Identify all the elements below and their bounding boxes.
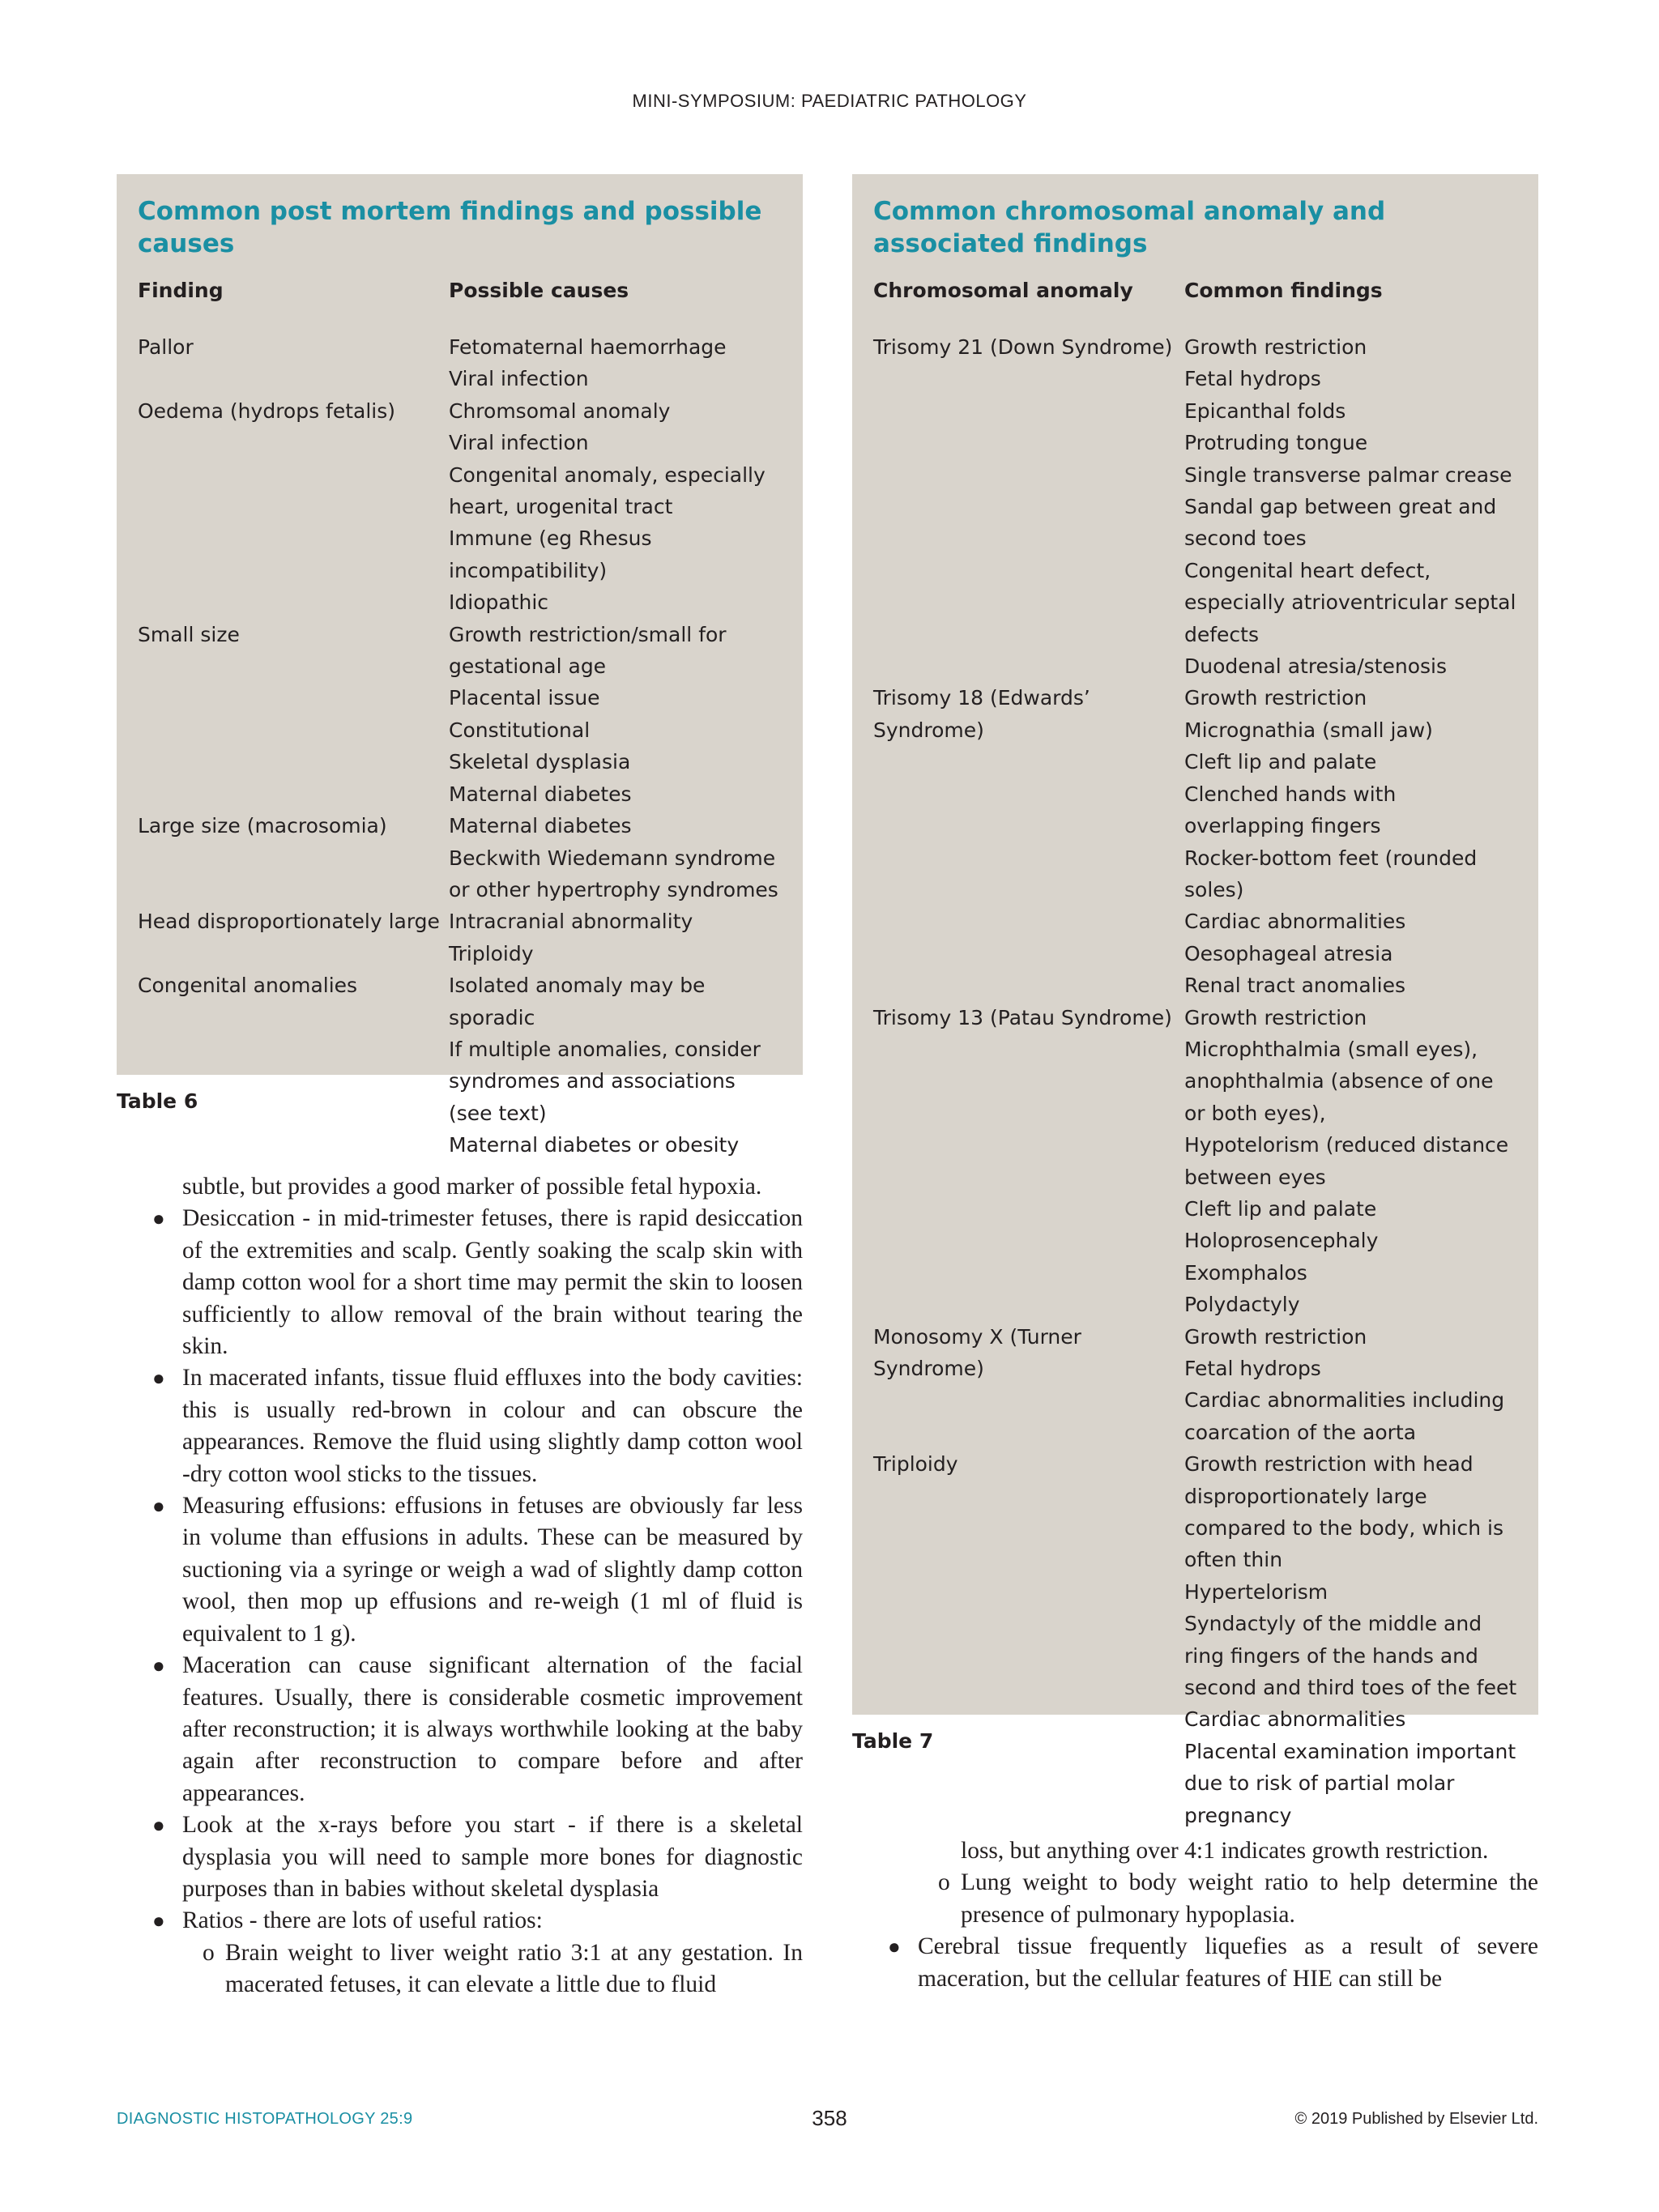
table6-cell-item: Immune (eg Rhesus incompatibility) bbox=[449, 526, 652, 582]
table7-cell-item: Rocker-bottom feet (rounded soles) bbox=[1184, 846, 1478, 901]
bullet-text: Look at the x-rays before you start - if there is a skeletal dysplasia you will need to sample more bones for diagnostic purposes than in babies without skeletal dysplasia bbox=[182, 1812, 803, 1902]
bullet-item bbox=[117, 1809, 803, 1905]
sub-bullet-icon: o bbox=[938, 1869, 950, 1896]
table7-cell-item: Cardiac abnormalities including coarcation of the aorta bbox=[1184, 1388, 1505, 1444]
sub-bullet-item bbox=[117, 1937, 803, 2001]
table7-cell-item: Fetal hydrops bbox=[1184, 367, 1321, 391]
table7-row-values bbox=[1184, 331, 1517, 682]
table6-cell-item: Intracranial abnormality bbox=[449, 910, 693, 934]
table-6-title: Common post mortem findings and possible causes bbox=[138, 197, 762, 258]
table-7-body bbox=[873, 331, 1517, 1831]
table-6 bbox=[138, 275, 782, 1161]
table7-row-values bbox=[1184, 682, 1517, 1001]
table6-row-label: Pallor bbox=[138, 335, 194, 359]
table6-row-label: Large size (macrosomia) bbox=[138, 814, 387, 838]
table6-cell-item: Fetomaternal haemorrhage bbox=[449, 335, 727, 359]
table7-cell-item: Exomphalos bbox=[1184, 1260, 1307, 1285]
table7-cell-item: Congenital heart defect, especially atrioventricular septal defects bbox=[1184, 558, 1516, 646]
table6-row-label: Head disproportionately large bbox=[138, 910, 440, 934]
table6-cell-item: Constitutional bbox=[449, 718, 591, 742]
table7-cell-item: Renal tract anomalies bbox=[1184, 974, 1406, 998]
table6-row-label: Small size bbox=[138, 622, 240, 646]
table6-cell-item: Maternal diabetes bbox=[449, 782, 632, 806]
table7-cell-item: Micrognathia (small jaw) bbox=[1184, 718, 1433, 742]
table-6-header-finding: Finding bbox=[138, 279, 224, 302]
footer-copyright: © 2019 Published by Elsevier Ltd. bbox=[1294, 2110, 1538, 2128]
table7-row-values bbox=[1184, 1448, 1517, 1831]
table-6-caption: Table 6 bbox=[117, 1089, 198, 1113]
table-row bbox=[138, 970, 782, 1161]
sub-bullet-text: Lung weight to body weight ratio to help determine the presence of pulmonary hypoplasia. bbox=[961, 1869, 1538, 1928]
table7-cell-item: Polydactyly bbox=[1184, 1293, 1300, 1317]
table-row bbox=[138, 619, 782, 810]
table6-row-values bbox=[449, 395, 782, 619]
table7-cell-item: Placental examination important due to risk of partial molar pregnancy bbox=[1184, 1739, 1516, 1827]
bullet-icon: ● bbox=[152, 1654, 165, 1678]
footer-journal: DIAGNOSTIC HISTOPATHOLOGY 25:9 bbox=[117, 2110, 413, 2128]
bullet-text: Desiccation - in mid-trimester fetuses, there is rapid desiccation of the extremities and scalp. Gently soaking the scalp skin with damp cotton wool for a short time may permit the skin to loosen sufficiently to allow removal of the brain without tearing the skin. bbox=[182, 1205, 803, 1360]
table6-cell-item: Growth restriction/small for gestational age bbox=[449, 622, 727, 679]
table6-cell-item: Placental issue bbox=[449, 686, 600, 710]
table-row bbox=[138, 395, 782, 619]
table6-cell-item: Isolated anomaly may be sporadic bbox=[449, 974, 706, 1029]
table-6-header-causes: Possible causes bbox=[449, 279, 629, 302]
table7-cell-item: Sandal gap between great and second toes bbox=[1184, 495, 1497, 551]
table6-cell-item: Idiopathic bbox=[449, 590, 549, 615]
table6-row-values bbox=[449, 331, 782, 395]
table6-row-values bbox=[449, 906, 782, 970]
table7-cell-item: Growth restriction bbox=[1184, 1324, 1367, 1349]
left-body-text bbox=[117, 1171, 803, 2001]
table6-cell-item: Congenital anomaly, especially heart, urogenital tract bbox=[449, 462, 766, 519]
table-row bbox=[873, 1002, 1517, 1321]
table7-row-label: Trisomy 13 (Patau Syndrome) bbox=[873, 1005, 1172, 1029]
table7-cell-item: Growth restriction with head disproportionately large compared to the body, which is often thin bbox=[1184, 1452, 1503, 1572]
table7-row-label: Trisomy 21 (Down Syndrome) bbox=[873, 335, 1173, 359]
bullet-item bbox=[117, 1362, 803, 1490]
bullet-item bbox=[117, 1203, 803, 1362]
table7-cell-item: Oesophageal atresia bbox=[1184, 941, 1393, 965]
bullet-text: In macerated infants, tissue fluid effluxes into the body cavities: this is usually red-brown in colour and can obscure the appearances. Remove the fluid using slightly damp cotton wool -dry cotton wool sticks to the tissues. bbox=[182, 1365, 803, 1487]
table6-row-label: Oedema (hydrops fetalis) bbox=[138, 399, 396, 423]
right-body-text bbox=[852, 1835, 1538, 1995]
bullet-icon: ● bbox=[888, 1935, 901, 1959]
table7-row-label: Monosomy X (Turner Syndrome) bbox=[873, 1324, 1081, 1380]
table6-cell-item: Chromsomal anomaly bbox=[449, 399, 671, 423]
table7-cell-item: Cleft lip and palate bbox=[1184, 750, 1377, 774]
table6-cell-item: Viral infection bbox=[449, 431, 589, 455]
table-row bbox=[873, 682, 1517, 1001]
table7-cell-item: Growth restriction bbox=[1184, 686, 1367, 710]
paragraph-continuation: subtle, but provides a good marker of possible fetal hypoxia. bbox=[182, 1174, 762, 1200]
table6-row-label: Congenital anomalies bbox=[138, 974, 358, 998]
table7-row-values bbox=[1184, 1321, 1517, 1449]
bullet-item bbox=[117, 1650, 803, 1809]
table-row bbox=[873, 1448, 1517, 1831]
table6-row-values bbox=[449, 970, 782, 1161]
table-7-title: Common chromosomal anomaly and associated findings bbox=[873, 197, 1386, 258]
table6-cell-item: Viral infection bbox=[449, 367, 589, 391]
table-6-body bbox=[138, 331, 782, 1161]
table6-cell-item: If multiple anomalies, consider syndromes and associations (see text) bbox=[449, 1037, 761, 1125]
table7-cell-item: Growth restriction bbox=[1184, 1005, 1367, 1029]
table7-cell-item: Protruding tongue bbox=[1184, 431, 1368, 455]
paragraph-continuation: loss, but anything over 4:1 indicates growth restriction. bbox=[961, 1838, 1489, 1864]
table6-cell-item: Skeletal dysplasia bbox=[449, 750, 631, 774]
table6-cell-item: Beckwith Wiedemann syndrome or other hypertrophy syndromes bbox=[449, 846, 778, 901]
table7-row-values bbox=[1184, 1002, 1517, 1321]
table7-row-label: Trisomy 18 (Edwards’ Syndrome) bbox=[873, 686, 1090, 742]
sub-bullet-icon: o bbox=[203, 1939, 215, 1966]
bullet-item bbox=[852, 1931, 1538, 1995]
table7-row-label: Triploidy bbox=[873, 1452, 958, 1477]
table6-cell-item: Maternal diabetes bbox=[449, 814, 632, 838]
bullet-text: Maceration can cause significant alternation of the facial features. Usually, there is considerable cosmetic improvement after reconstruction; it is always worthwhile looking at the baby again after reconstruction to compare before and after appearances. bbox=[182, 1652, 803, 1806]
table7-cell-item: Syndactyly of the middle and ring fingers of the hands and second and third toes of the feet bbox=[1184, 1612, 1517, 1700]
sub-bullet-text: Brain weight to liver weight ratio 3:1 at any gestation. In macerated fetuses, it can elevate a little due to fluid bbox=[225, 1939, 803, 1998]
bullet-text: Ratios - there are lots of useful ratios: bbox=[182, 1907, 543, 1934]
table6-cell-item: Triploidy bbox=[449, 941, 534, 965]
table-row bbox=[873, 1321, 1517, 1449]
table7-cell-item: Single transverse palmar crease bbox=[1184, 462, 1512, 487]
table-7-header-anomaly: Chromosomal anomaly bbox=[873, 279, 1133, 302]
bullet-text: Cerebral tissue frequently liquefies as a result of severe maceration, but the cellular features of HIE can still be bbox=[918, 1933, 1538, 1992]
table7-cell-item: Fetal hydrops bbox=[1184, 1357, 1321, 1380]
table-row bbox=[873, 331, 1517, 682]
bullet-icon: ● bbox=[152, 1813, 165, 1838]
table-7-header-findings: Common findings bbox=[1184, 279, 1383, 302]
table6-cell-item: Maternal diabetes or obesity bbox=[449, 1133, 740, 1157]
table7-cell-item: Clenched hands with overlapping fingers bbox=[1184, 782, 1397, 838]
table7-cell-item: Hypotelorism (reduced distance between eyes bbox=[1184, 1133, 1509, 1189]
table-row bbox=[138, 810, 782, 906]
table7-cell-item: Holoprosencephaly bbox=[1184, 1229, 1379, 1253]
table7-cell-item: Growth restriction bbox=[1184, 335, 1367, 359]
bullet-item bbox=[117, 1490, 803, 1650]
table-row bbox=[138, 331, 782, 395]
bullet-text: Measuring effusions: effusions in fetuses are obviously far less in volume than effusions in adults. These can be measured by suctioning via a syringe or weigh a wad of slightly damp cotton wool, then mop up effusions and re-weigh (1 ml of fluid is equivalent to 1 g). bbox=[182, 1493, 803, 1647]
table7-cell-item: Epicanthal folds bbox=[1184, 399, 1346, 423]
table6-row-values bbox=[449, 619, 782, 810]
bullet-icon: ● bbox=[152, 1366, 165, 1391]
table7-cell-item: Hypertelorism bbox=[1184, 1579, 1328, 1604]
bullet-icon: ● bbox=[152, 1207, 165, 1231]
table7-cell-item: Microphthalmia (small eyes), anophthalmia (absence of one or both eyes), bbox=[1184, 1037, 1494, 1125]
table-row bbox=[138, 906, 782, 970]
table6-row-values bbox=[449, 810, 782, 906]
bullet-item bbox=[117, 1905, 803, 1937]
table-7 bbox=[873, 275, 1517, 1831]
table7-cell-item: Cardiac abnormalities bbox=[1184, 910, 1406, 934]
table-7-caption: Table 7 bbox=[852, 1729, 934, 1753]
running-head: MINI-SYMPOSIUM: PAEDIATRIC PATHOLOGY bbox=[632, 91, 1027, 111]
page-number: 358 bbox=[812, 2106, 847, 2130]
sub-bullet-item bbox=[852, 1867, 1538, 1931]
table7-cell-item: Cardiac abnormalities bbox=[1184, 1707, 1406, 1732]
table7-cell-item: Cleft lip and palate bbox=[1184, 1196, 1377, 1221]
bullet-icon: ● bbox=[152, 1494, 165, 1519]
table7-cell-item: Duodenal atresia/stenosis bbox=[1184, 654, 1447, 679]
bullet-icon: ● bbox=[152, 1909, 165, 1933]
